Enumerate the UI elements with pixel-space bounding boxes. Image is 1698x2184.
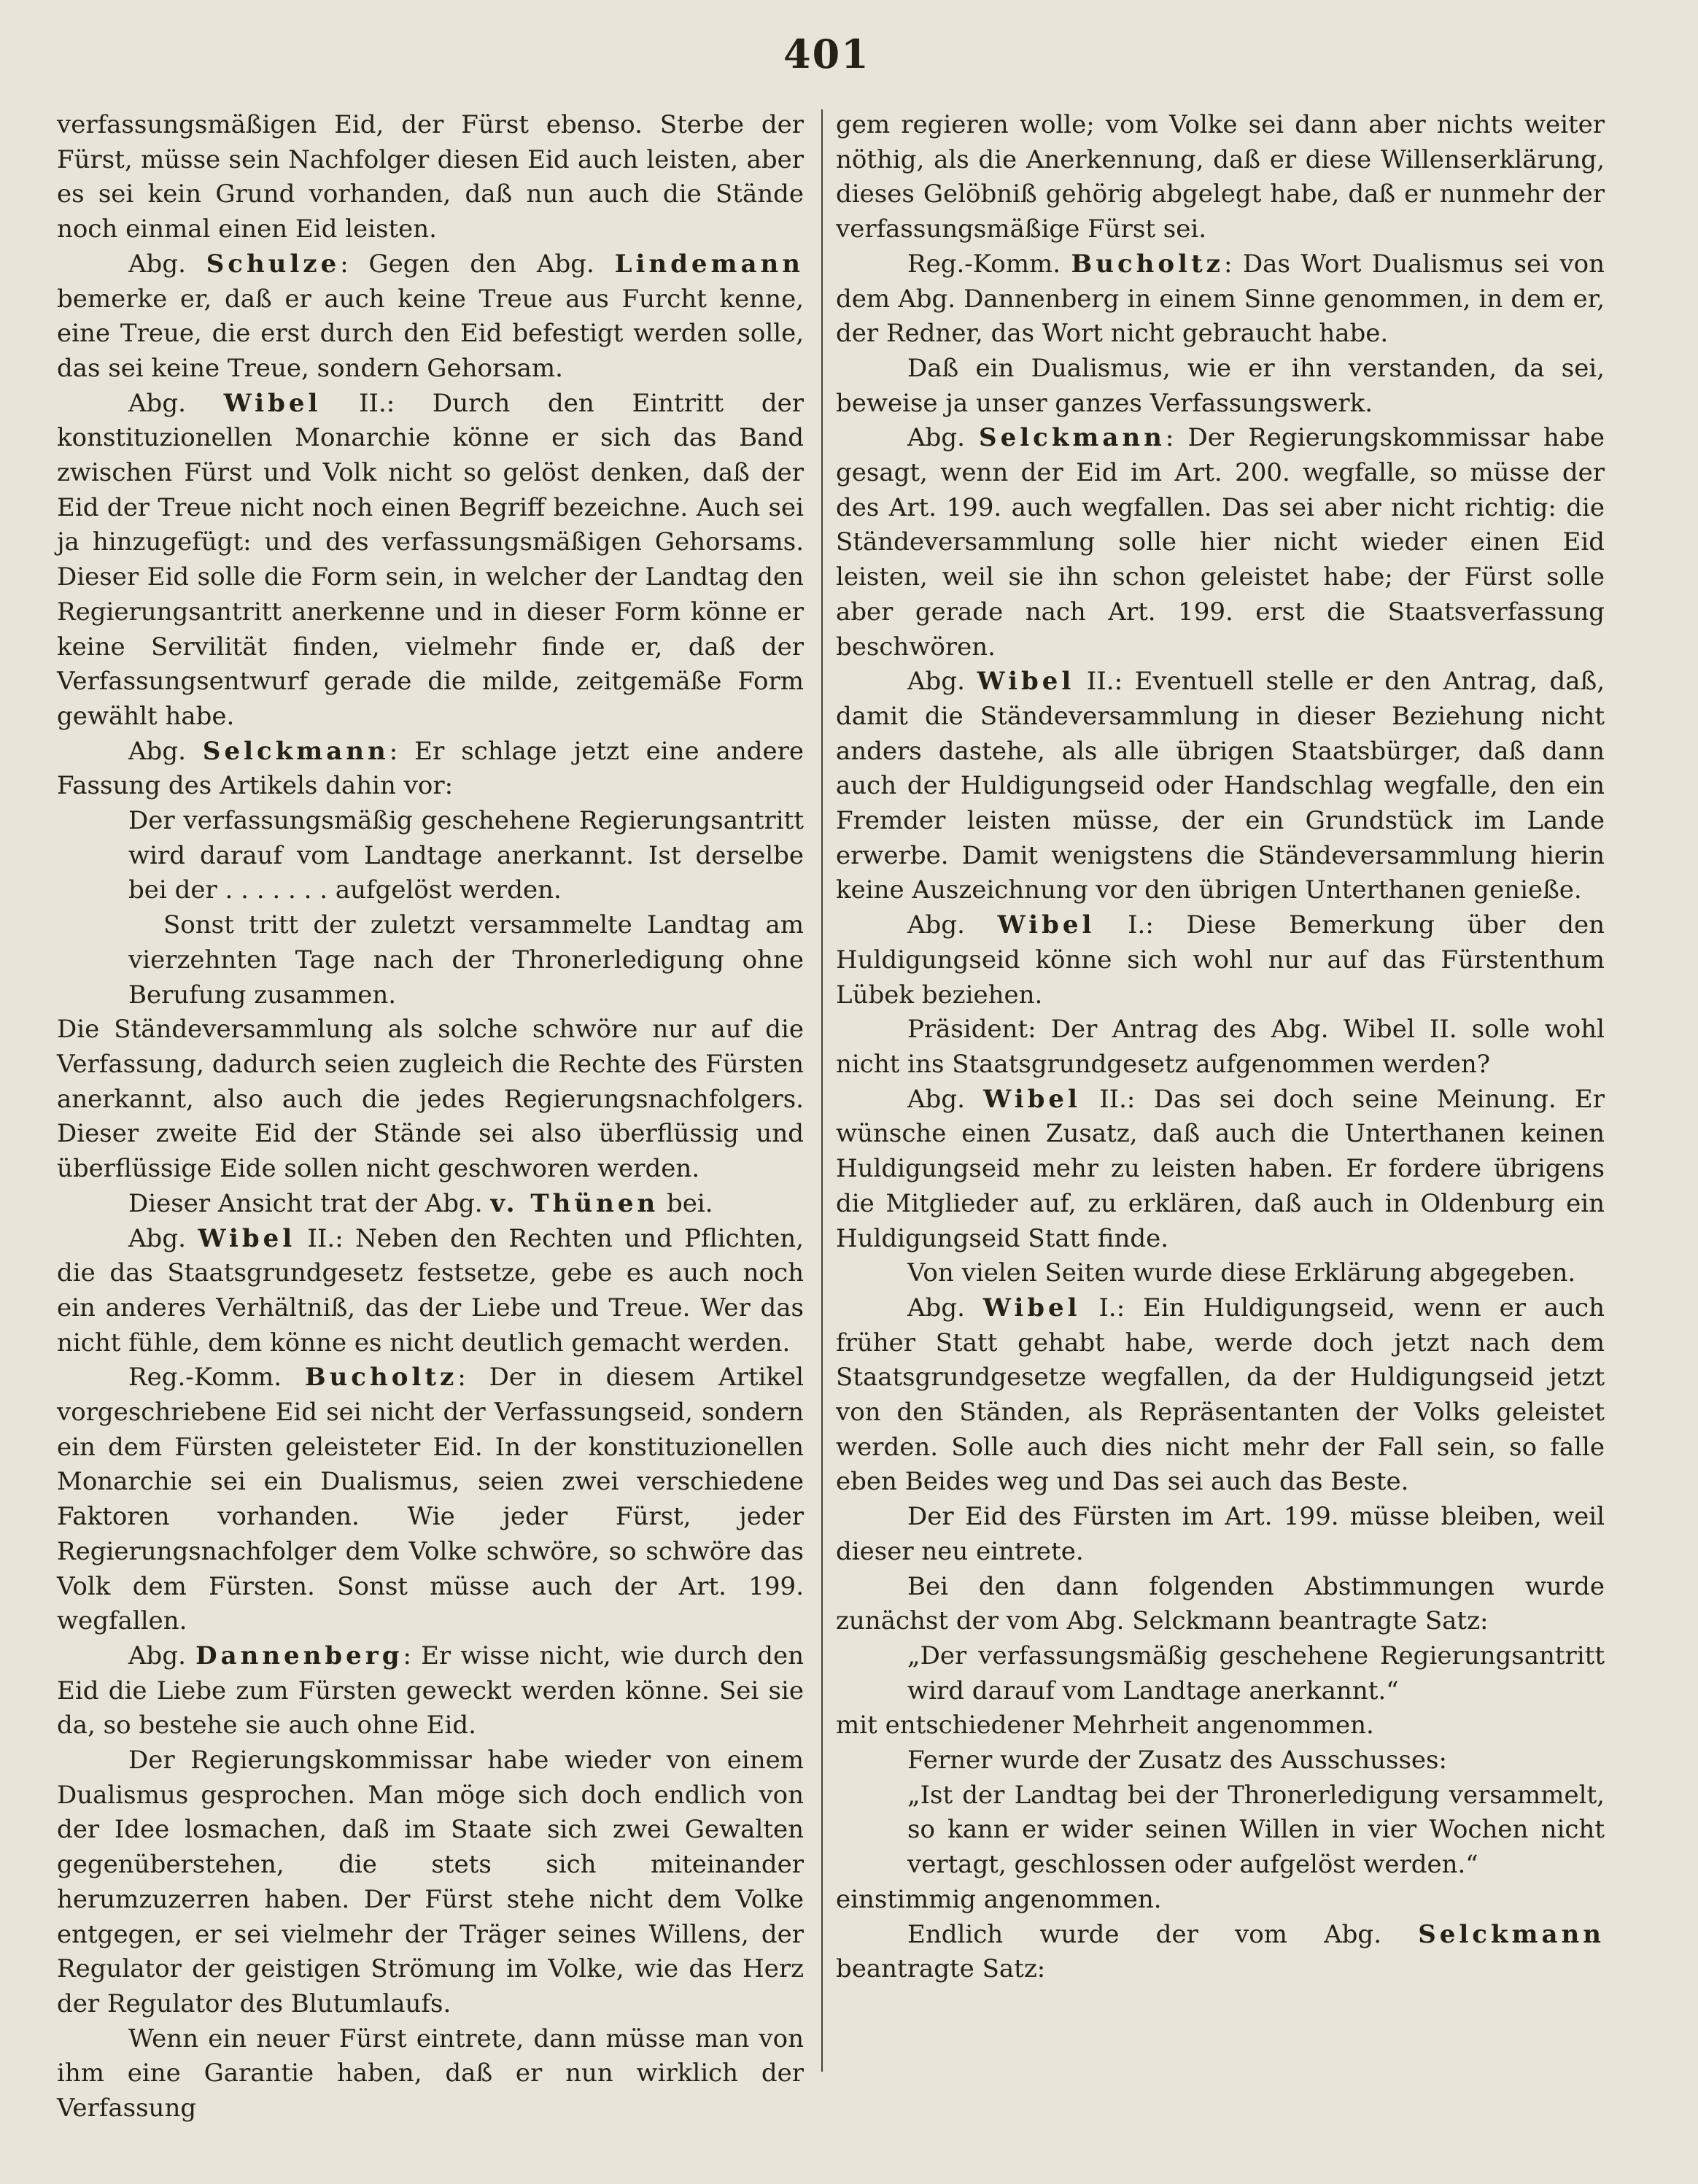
speaker-name: Bucholtz <box>304 1363 458 1393</box>
speaker-name: Dannenberg <box>195 1641 403 1670</box>
paragraph <box>836 1500 1605 1569</box>
paragraph-text: Bei den dann folgenden Abstimmungen wurde zunächst der vom Abg. Selckmann beantragte Satz: <box>836 1571 1605 1636</box>
paragraph <box>57 1222 804 1361</box>
paragraph-text: : Gegen den Abg. <box>340 249 615 279</box>
speaker-name: Wibel <box>198 1223 296 1253</box>
paragraph-text: bei. <box>659 1188 713 1218</box>
paragraph-text: Daß ein Dualismus, wie er ihn verstanden, da sei, beweise ja unser ganzes Verfassungswerk. <box>836 353 1605 418</box>
paragraph <box>836 108 1605 247</box>
paragraph-text: „Der verfassungsmäßig geschehene Regierungsantritt wird darauf vom Landtage anerkannt.“ <box>907 1641 1605 1705</box>
paragraph <box>57 247 804 387</box>
paragraph <box>836 1708 1605 1743</box>
paragraph-text: Abg. <box>128 249 206 279</box>
paragraph-text: Abg. <box>907 1293 983 1323</box>
paragraph-text: mit entschiedener Mehrheit angenommen. <box>836 1711 1374 1740</box>
paragraph <box>836 247 1605 352</box>
paragraph-text: : Er schlage jetzt eine andere Fassung des Artikels dahin vor: <box>57 736 805 801</box>
paragraph-text: Reg.-Komm. <box>907 249 1071 279</box>
paragraph-text: Der verfassungsmäßig geschehene Regierungsantritt wird darauf vom Landtage anerkannt. Ist derselbe bei der . . . . . . . aufgelöst werden. <box>128 806 804 905</box>
paragraph <box>836 665 1605 908</box>
paragraph <box>907 1778 1605 1883</box>
paragraph-text: Dieser Ansicht trat der Abg. <box>128 1188 491 1218</box>
paragraph-text: II.: Das sei doch seine Meinung. Er wünsche einen Zusatz, daß auch die Unterthanen keinen Huldigungseid mehr zu leisten haben. Er fordere übrigens die Mitglieder auf, zu erklären, daß auch in Oldenburg ein Huldigungseid Statt finde. <box>836 1084 1605 1253</box>
speaker-name: Wibel <box>977 667 1075 697</box>
paragraph-text: Abg. <box>128 1223 198 1253</box>
paragraph-text: Abg. <box>128 1641 196 1670</box>
paragraph <box>128 804 804 908</box>
paragraph <box>836 1918 1605 1987</box>
paragraph-text: Abg. <box>128 736 203 766</box>
paragraph-text: Ferner wurde der Zusatz des Ausschusses: <box>907 1746 1447 1776</box>
paragraph-text: : Der in diesem Artikel vorgeschriebene Eid sei nicht der Verfassungseid, sondern ein dem Fürsten geleisteter Eid. In der konstituzionellen Monarchie sei ein Dualismus, seien zwei verschiedene Faktoren vorhanden. Wie jeder Fürst, jeder Regierungsnachfolger dem Volke schwöre, so schwöre das Volk dem Fürsten. Sonst müsse auch der Art. 199. wegfallen. <box>57 1363 804 1636</box>
speaker-name: Lindemann <box>614 249 804 279</box>
paragraph-text: Die Ständeversammlung als solche schwöre nur auf die Verfassung, dadurch seien zugleich die Rechte des Fürsten anerkannt, also auch die jedes Regierungsnachfolgers. Dieser zweite Eid der Stände sei also überflüssig und überflüssige Eide sollen nicht geschworen werden. <box>57 1015 804 1184</box>
paragraph <box>57 1360 804 1639</box>
paragraph-text: Von vielen Seiten wurde diese Erklärung abgegeben. <box>907 1258 1576 1288</box>
speaker-name: Bucholtz <box>1071 249 1224 279</box>
paragraph-text: Der Regierungskommissar habe wieder von einem Dualismus gesprochen. Man möge sich doch endlich von der Idee losmachen, daß im Staate sich zwei Gewalten gegenüberstehen, die stets sich miteinander herumzuzerren haben. Der Fürst stehe nicht dem Volke entgegen, er sei vielmehr der Träger seines Willens, der Regulator der geistigen Strömung im Volke, wie das Herz der Regulator des Blutumlaufs. <box>57 1746 804 2018</box>
paragraph-text: : Er wisse nicht, wie durch den Eid die Liebe zum Fürsten geweckt werden könne. Sei sie da, so bestehe sie auch ohne Eid. <box>57 1641 804 1740</box>
paragraph-text: Der Eid des Fürsten im Art. 199. müsse bleiben, weil dieser neu eintrete. <box>836 1502 1605 1566</box>
speaker-name: Schulze <box>206 249 341 279</box>
speaker-name: Wibel <box>223 388 322 418</box>
paragraph <box>57 735 804 804</box>
speaker-name: Selckmann <box>979 423 1166 453</box>
paragraph <box>57 2022 804 2126</box>
paragraph <box>836 908 1605 1012</box>
paragraph-text: II.: Durch den Eintritt der konstituzionellen Monarchie könne er sich das Band zwischen Fürst und Volk nicht so gelöst denken, daß der Eid der Treue nicht noch einen Begriff bezeichne. Auch sei ja hinzugefügt: und des verfassungsmäßigen Gehorsams. Dieser Eid solle die Form sein, in welcher der Landtag den Regierungsantritt anerkenne und in dieser Form könne er keine Servilität finden, vielmehr finde er, daß der Verfassungsentwurf gerade die milde, zeitgemäße Form gewählt habe. <box>57 388 805 731</box>
paragraph-text: : Das Wort Dualismus sei von dem Abg. Dannenberg in einem Sinne genommen, in dem er, der Redner, das Wort nicht gebraucht habe. <box>836 249 1605 349</box>
paragraph <box>57 387 804 735</box>
paragraph <box>836 421 1605 665</box>
speaker-name: Wibel <box>997 910 1096 940</box>
paragraph-text: beantragte Satz: <box>836 1954 1046 1984</box>
left-column <box>57 108 804 2126</box>
paragraph <box>128 908 804 1012</box>
paragraph-text: bemerke er, daß er auch keine Treue aus Furcht kenne, eine Treue, die erst durch den Eid befestigt werden solle, das sei keine Treue, sondern Gehorsam. <box>57 284 804 383</box>
paragraph-text: I.: Ein Huldigungseid, wenn er auch früher Statt gehabt habe, werde doch jetzt nach dem Staatsgrundgesetze wegfallen, da der Huldigungseid jetzt von den Ständen, als Repräsentanten der Volks geleistet werden. Solle auch dies nicht mehr der Fall sein, so falle eben Beides weg und Das sei auch das Beste. <box>836 1293 1605 1497</box>
paragraph <box>836 1570 1605 1639</box>
paragraph <box>57 1012 804 1187</box>
paragraph <box>57 1187 804 1222</box>
paragraph-text: Abg. <box>128 388 224 418</box>
paragraph <box>836 1743 1605 1778</box>
column-divider <box>821 109 823 2072</box>
paragraph-text: Endlich wurde der vom Abg. <box>907 1919 1419 1949</box>
paragraph <box>57 1743 804 2022</box>
right-column <box>836 108 1605 1987</box>
paragraph-text: II.: Eventuell stelle er den Antrag, daß, damit die Ständeversammlung in dieser Beziehung nicht anders dastehe, als alle übrigen Staatsbürger, daß dann auch der Huldigungseid oder Handschlag wegfalle, den ein Fremder leisten müsse, der ein Grundstück im Lande erwerbe. Damit wenigstens die Ständeversammlung hierin keine Auszeichnung vor den übrigen Unterthanen genieße. <box>836 667 1605 905</box>
paragraph-text: „Ist der Landtag bei der Thronerledigung versammelt, so kann er wider seinen Willen in vier Wochen nicht vertagt, geschlossen oder aufgelöst werden.“ <box>907 1780 1605 1880</box>
page-number: 401 <box>783 31 870 77</box>
paragraph-text: Präsident <box>907 1015 1028 1045</box>
paragraph <box>836 352 1605 421</box>
paragraph <box>57 1639 804 1743</box>
paragraph <box>57 108 804 247</box>
paragraph-text: Abg. <box>907 667 977 697</box>
paragraph-text: : Der Regierungskommissar habe gesagt, wenn der Eid im Art. 200. wegfalle, so müsse der des Art. 199. auch wegfallen. Das sei aber nicht richtig: die Ständeversammlung solle hier nicht wieder einen Eid leisten, weil sie ihn schon geleistet habe; der Fürst solle aber gerade nach Art. 199. erst die Staatsverfassung beschwören. <box>836 423 1605 662</box>
speaker-name: Wibel <box>982 1293 1081 1323</box>
paragraph <box>907 1639 1605 1708</box>
paragraph-text: Wenn ein neuer Fürst eintrete, dann müsse man von ihm eine Garantie haben, daß er nun wirklich der Verfassung <box>57 2024 804 2123</box>
paragraph <box>836 1256 1605 1291</box>
paragraph-text: Abg. <box>907 1084 984 1114</box>
paragraph <box>836 1291 1605 1500</box>
speaker-name: v. Thünen <box>490 1188 659 1218</box>
speaker-name: Selckmann <box>1418 1919 1605 1949</box>
paragraph-text: gem regieren wolle; vom Volke sei dann aber nichts weiter nöthig, als die Anerkennung, daß er diese Willenserklärung, dieses Gelöbniß gehörig abgelegt habe, daß er nunmehr der verfassungsmäßige Fürst sei. <box>836 110 1605 244</box>
paragraph-text: verfassungsmäßigen Eid, der Fürst ebenso. Sterbe der Fürst, müsse sein Nachfolger diesen Eid auch leisten, aber es sei kein Grund vorhanden, daß nun auch die Stände noch einmal einen Eid leisten. <box>57 110 804 244</box>
speaker-name: Selckmann <box>202 736 389 766</box>
paragraph-text: I.: Diese Bemerkung über den Huldigungseid könne sich wohl nur auf das Fürstenthum Lübek beziehen. <box>836 910 1605 1010</box>
paragraph-text: II.: Neben den Rechten und Pflichten, die das Staatsgrundgesetz festsetze, gebe es auch noch ein anderes Verhältniß, das der Liebe und Treue. Wer das nicht fühle, dem könne es nicht deutlich gemacht werden. <box>57 1223 804 1358</box>
paragraph-text: Reg.-Komm. <box>128 1363 305 1393</box>
paragraph <box>836 1883 1605 1918</box>
paragraph-text: einstimmig angenommen. <box>836 1884 1162 1914</box>
speaker-name: Wibel <box>983 1084 1081 1114</box>
paragraph-text: : Der Antrag des Abg. Wibel II. solle wohl nicht ins Staatsgrundgesetz aufgenommen werden? <box>836 1015 1605 1079</box>
paragraph-text: Abg. <box>907 423 980 453</box>
paragraph-text: Sonst tritt der zuletzt versammelte Landtag am vierzehnten Tage nach der Thronerledigung ohne Berufung zusammen. <box>128 910 804 1010</box>
paragraph-text: Abg. <box>907 910 998 940</box>
paragraph <box>836 1012 1605 1082</box>
paragraph <box>836 1083 1605 1257</box>
